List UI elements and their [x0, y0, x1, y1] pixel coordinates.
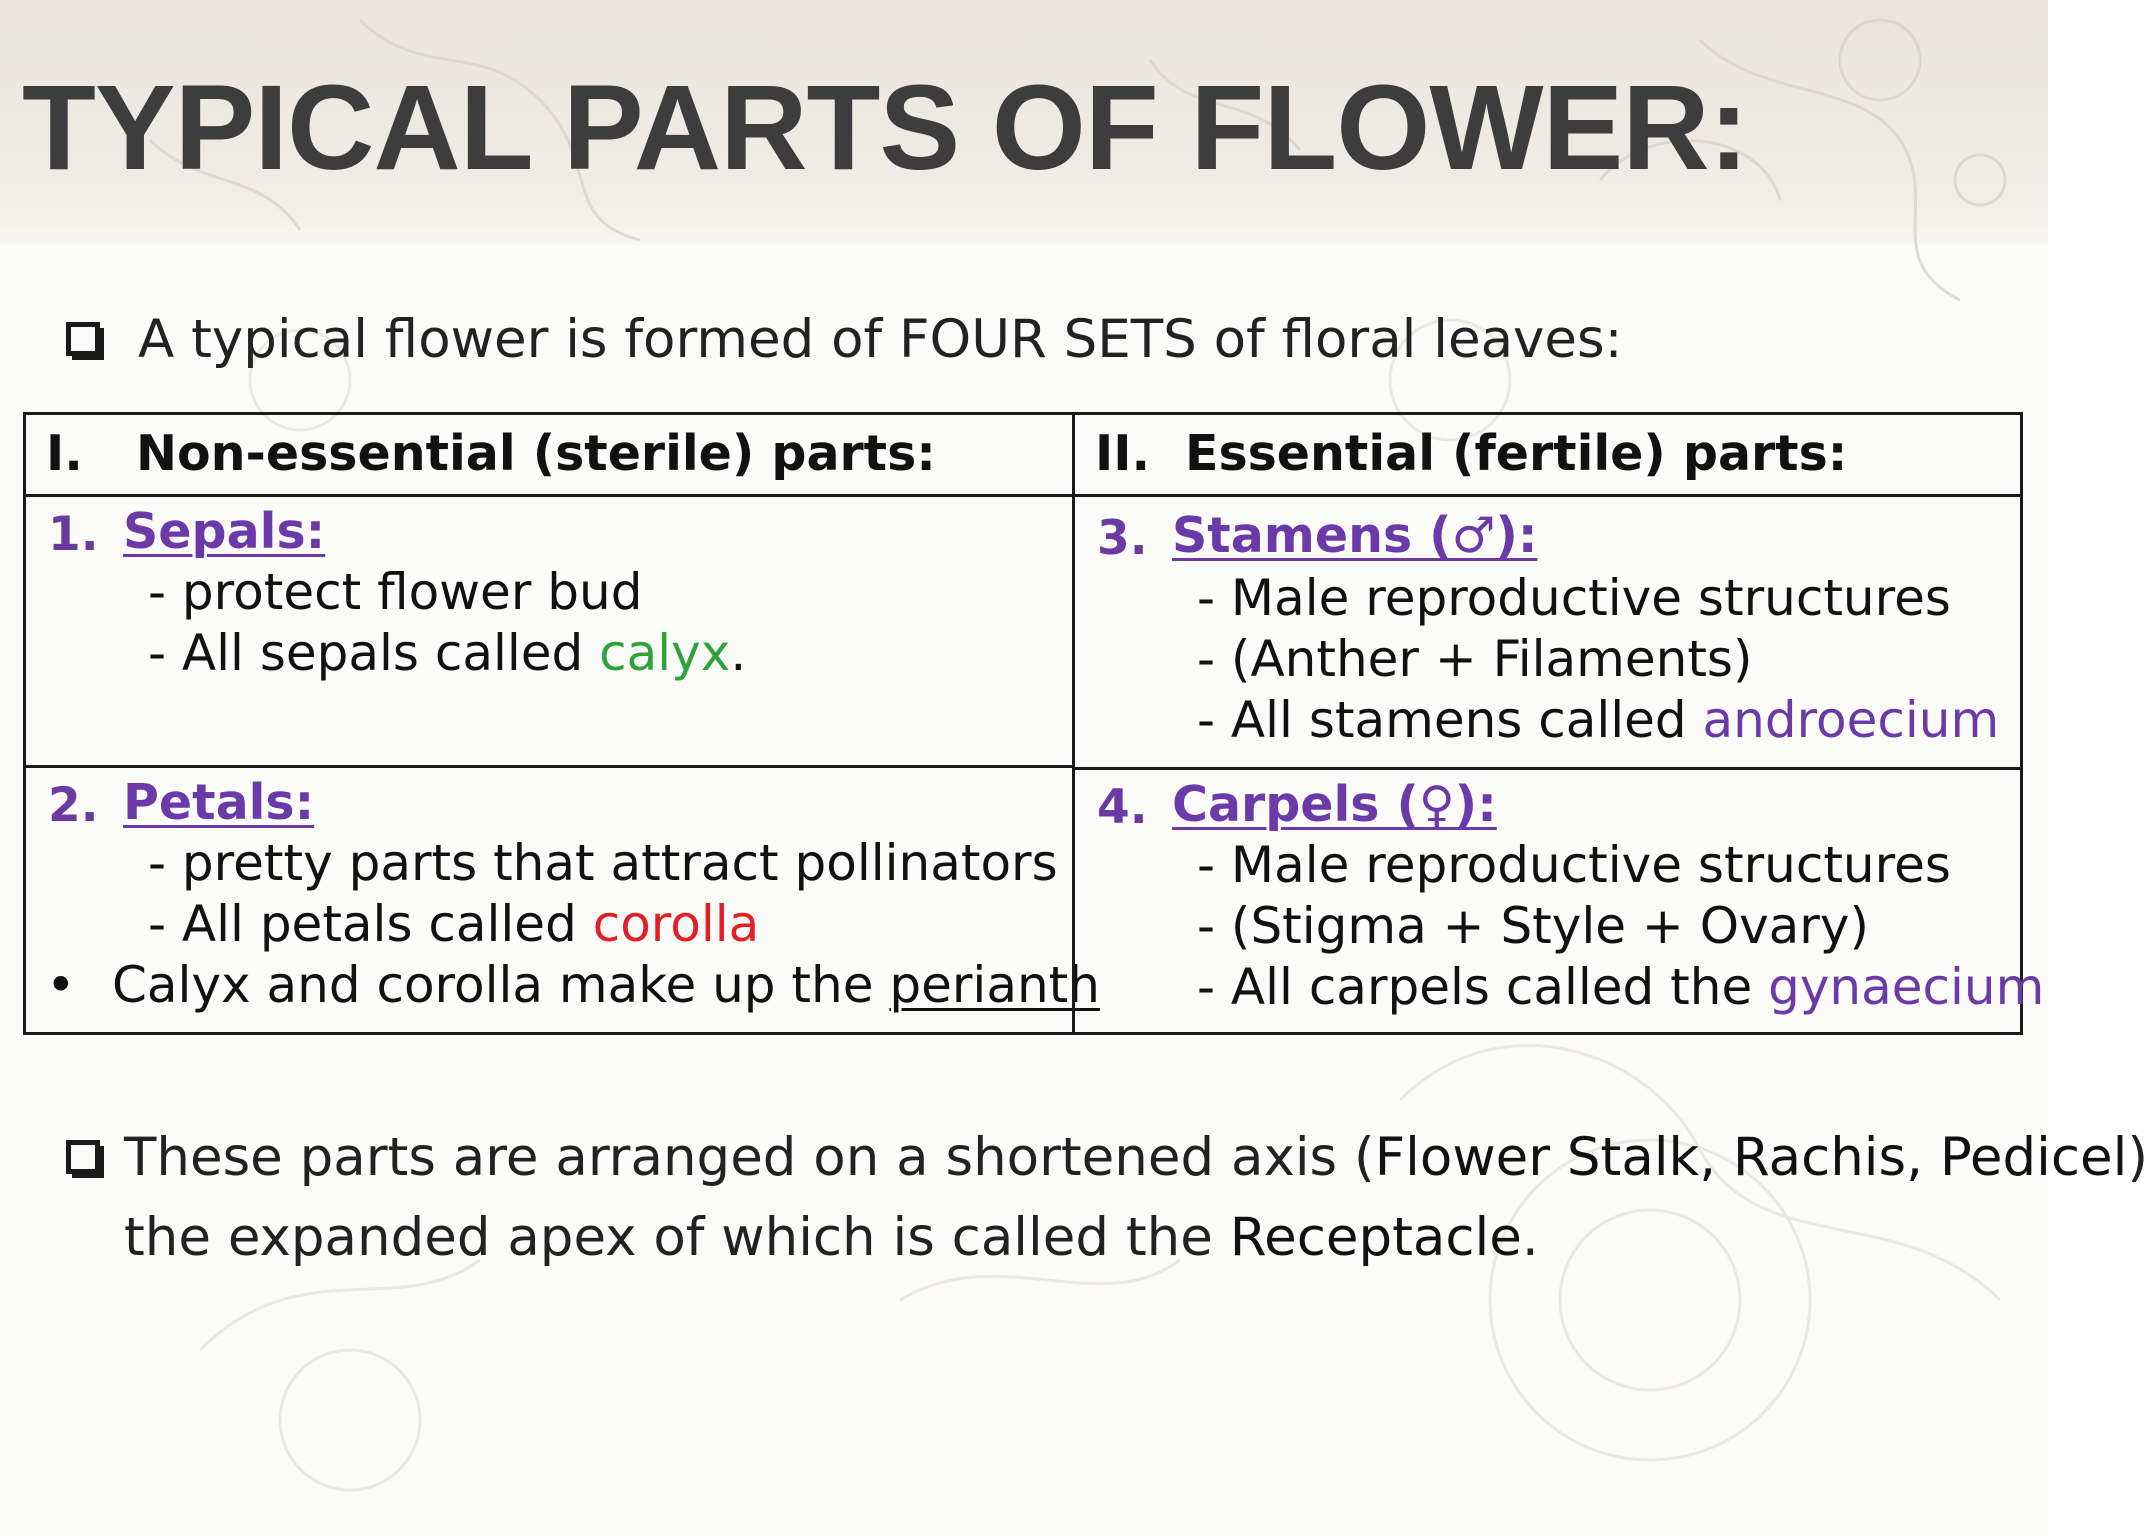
- page-title: TYPICAL PARTS OF FLOWER:: [22, 59, 1748, 195]
- perianth-term: perianth: [889, 956, 1100, 1014]
- bullet-icon: •: [46, 956, 76, 1014]
- footer-text: [124, 1118, 2148, 1278]
- stamens-title: Stamens (♂):: [1172, 507, 1538, 564]
- carpels-line-1: - Male reproductive structures: [1197, 836, 1951, 894]
- stamens-line-1: - Male reproductive structures: [1197, 569, 1951, 627]
- sepals-number: 1.: [48, 507, 99, 562]
- footer-line-2: the expanded apex of which is called the Receptacle.: [124, 1207, 1539, 1268]
- carpels-number: 4.: [1097, 780, 1148, 835]
- sepals-line-1: - protect flower bud: [148, 563, 643, 621]
- carpels-title: Carpels (♀):: [1172, 776, 1497, 833]
- sepals-cell: [23, 494, 1075, 768]
- stamens-cell: [1072, 494, 2023, 770]
- gynaecium-term: gynaecium: [1768, 958, 2045, 1016]
- petals-title: Petals:: [123, 774, 315, 831]
- left-header-number: I.: [46, 425, 83, 482]
- stamens-line-2: - (Anther + Filaments): [1197, 630, 1753, 688]
- checkbox-bullet-icon: [66, 1140, 100, 1174]
- stamens-number: 3.: [1097, 511, 1148, 566]
- left-header-cell: [23, 412, 1075, 497]
- stamens-line-3: - All stamens called androecium: [1197, 691, 2000, 749]
- footer-line-1: These parts are arranged on a shortened axis (Flower Stalk, Rachis, Pedicel): [124, 1127, 2148, 1188]
- checkbox-bullet-icon: [66, 322, 100, 356]
- intro-text: A typical flower is formed of FOUR SETS of floral leaves:: [138, 309, 1623, 370]
- petals-number: 2.: [48, 778, 99, 833]
- sepals-title: Sepals:: [123, 503, 326, 560]
- right-header-cell: [1072, 412, 2023, 497]
- petals-cell: [23, 765, 1100, 1035]
- petals-line-1: - pretty parts that attract pollinators: [148, 834, 1058, 892]
- petals-line-2: - All petals called corolla: [148, 895, 760, 953]
- androecium-term: androecium: [1702, 691, 2000, 749]
- right-header-label: Essential (fertile) parts:: [1185, 425, 1848, 482]
- carpels-cell: [1072, 767, 2045, 1035]
- carpels-line-3: - All carpels called the gynaecium: [1197, 958, 2045, 1016]
- sepals-line-2: - All sepals called calyx.: [148, 624, 747, 682]
- right-header-number: II.: [1095, 425, 1151, 482]
- left-header-label: Non-essential (sterile) parts:: [136, 425, 936, 482]
- axis-terms: Flower Stalk, Rachis, Pedicel: [1374, 1127, 2128, 1188]
- carpels-line-2: - (Stigma + Style + Ovary): [1197, 897, 1869, 955]
- calyx-term: calyx: [599, 624, 731, 682]
- perianth-line: Calyx and corolla make up the perianth: [112, 956, 1100, 1014]
- corolla-term: corolla: [592, 895, 760, 953]
- receptacle-term: Receptacle: [1229, 1207, 1522, 1268]
- floral-parts-table: [23, 412, 2045, 1035]
